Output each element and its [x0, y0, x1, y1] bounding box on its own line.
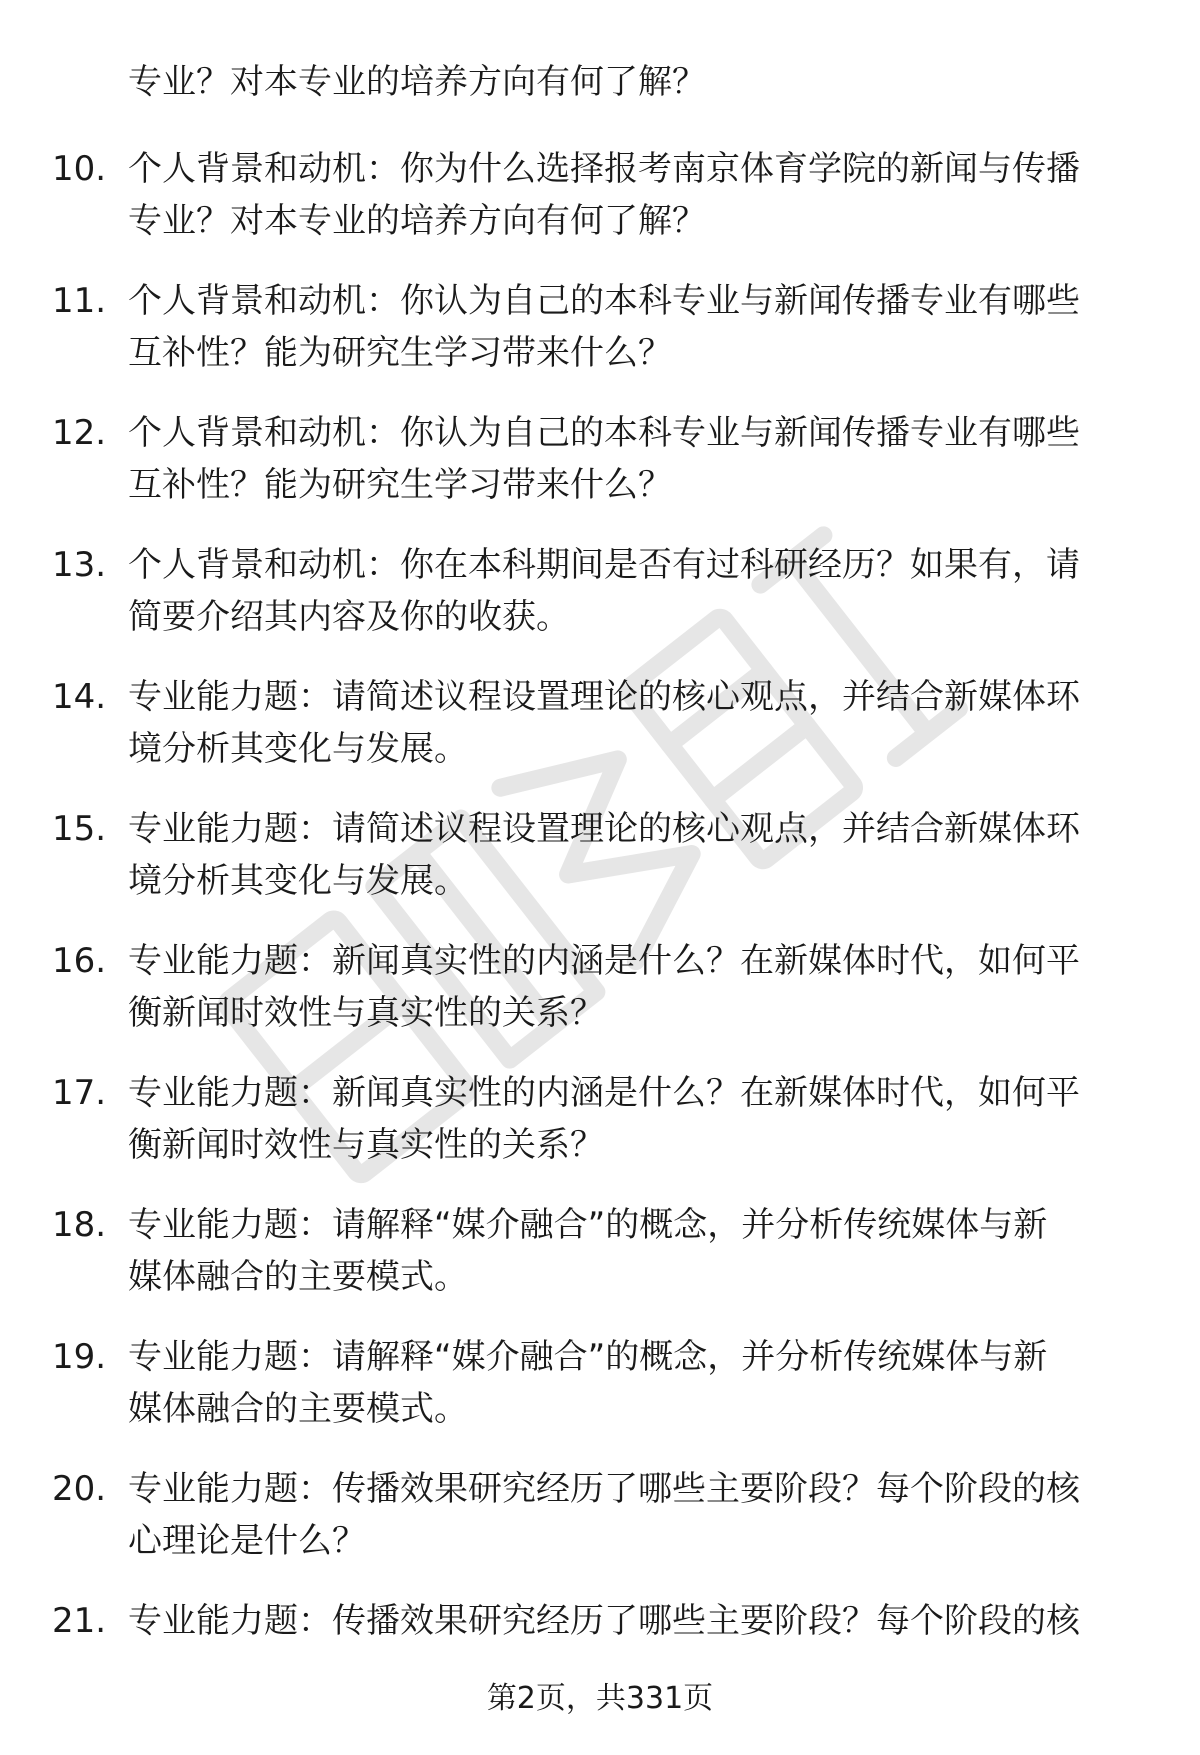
item-number: 17. — [52, 1073, 107, 1113]
list-item — [0, 1199, 1200, 1331]
item-number: 19. — [52, 1337, 107, 1377]
item-text — [128, 143, 1143, 247]
item-number: 16. — [52, 941, 107, 981]
list-item — [0, 539, 1200, 671]
item-line: 专业能力题：请解释“媒介融合”的概念，并分析传统媒体与新 — [128, 1205, 1048, 1245]
list-item — [0, 143, 1200, 275]
item-line: 互补性？能为研究生学习带来什么？ — [128, 465, 672, 505]
item-line: 个人背景和动机：你认为自己的本科专业与新闻传播专业有哪些 — [128, 281, 1080, 321]
item-number: 20. — [52, 1469, 107, 1509]
item-text — [128, 1595, 1143, 1647]
item-line: 专业能力题：请简述议程设置理论的核心观点，并结合新媒体环 — [128, 809, 1080, 849]
list-item — [0, 1463, 1200, 1595]
item-line: 简要介绍其内容及你的收获。 — [128, 597, 570, 637]
item-number: 18. — [52, 1205, 107, 1245]
item-line: 衡新闻时效性与真实性的关系？ — [128, 993, 604, 1033]
question-list — [0, 143, 1200, 1727]
item-line: 心理论是什么？ — [128, 1521, 366, 1561]
page-number: 第2页，共331页 — [486, 1681, 714, 1716]
item-line: 境分析其变化与发展。 — [128, 729, 468, 769]
item-line: 个人背景和动机：你在本科期间是否有过科研经历？如果有，请 — [128, 545, 1080, 585]
item-number: 21. — [52, 1601, 107, 1641]
item-text — [128, 1463, 1143, 1567]
item-text — [128, 407, 1143, 511]
item-text — [128, 935, 1143, 1039]
item-line: 专业能力题：请解释“媒介融合”的概念，并分析传统媒体与新 — [128, 1337, 1048, 1377]
item-number: 15. — [52, 809, 107, 849]
item-line: 互补性？能为研究生学习带来什么？ — [128, 333, 672, 373]
item-number: 11. — [52, 281, 107, 321]
list-item — [0, 671, 1200, 803]
item-line: 境分析其变化与发展。 — [128, 861, 468, 901]
item-number: 10. — [52, 149, 107, 189]
item-line: 媒体融合的主要模式。 — [128, 1389, 468, 1429]
item-line: 专业？对本专业的培养方向有何了解？ — [128, 201, 706, 241]
item-text — [128, 803, 1143, 907]
item-text — [128, 539, 1143, 643]
list-item — [0, 407, 1200, 539]
item-text — [128, 1199, 1143, 1303]
item-line: 专业能力题：传播效果研究经历了哪些主要阶段？每个阶段的核 — [128, 1601, 1080, 1641]
item-text — [128, 671, 1143, 775]
item-text — [128, 1331, 1143, 1435]
list-item — [0, 935, 1200, 1067]
item-line: 个人背景和动机：你认为自己的本科专业与新闻传播专业有哪些 — [128, 413, 1080, 453]
item-text — [128, 1067, 1143, 1171]
item-number: 13. — [52, 545, 107, 585]
list-item — [0, 1067, 1200, 1199]
item-line: 专业能力题：请简述议程设置理论的核心观点，并结合新媒体环 — [128, 677, 1080, 717]
item-text — [128, 275, 1143, 379]
item-line: 专业能力题：新闻真实性的内涵是什么？在新媒体时代，如何平 — [128, 941, 1080, 981]
item-number: 14. — [52, 677, 107, 717]
item-line: 衡新闻时效性与真实性的关系？ — [128, 1125, 604, 1165]
item-line: 专业能力题：传播效果研究经历了哪些主要阶段？每个阶段的核 — [128, 1469, 1080, 1509]
item-line: 个人背景和动机：你为什么选择报考南京体育学院的新闻与传播 — [128, 149, 1080, 189]
continued-question-line: 专业？对本专业的培养方向有何了解？ — [128, 62, 706, 102]
item-line: 媒体融合的主要模式。 — [128, 1257, 468, 1297]
list-item — [0, 1331, 1200, 1463]
item-line: 专业能力题：新闻真实性的内涵是什么？在新媒体时代，如何平 — [128, 1073, 1080, 1113]
list-item — [0, 275, 1200, 407]
list-item — [0, 803, 1200, 935]
item-number: 12. — [52, 413, 107, 453]
